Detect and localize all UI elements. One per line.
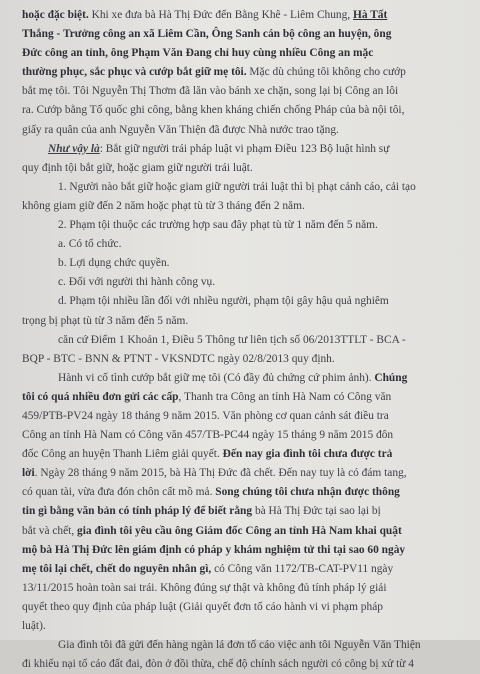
reference-line: căn cứ Điểm 1 Khoản 1, Điều 5 Thông tư liên tịch số 06/2013TTLT - BCA - <box>58 333 406 346</box>
paragraph-line <box>22 483 470 502</box>
text-run: Hành vi cố tình cướp bắt giữ mẹ tôi (Có đầy đủ chứng cứ phim ảnh). <box>58 371 375 384</box>
paragraph-line: giấy ra quân của anh Nguyễn Văn Thiện đã được Nhà nước trao tặng. <box>22 123 339 136</box>
text-run: tin gì bằng văn bản có tính pháp lý để biết rằng <box>22 505 253 518</box>
law-clause: 2. Phạm tội thuộc các trường hợp sau đây phạt tù từ 1 năm đến 5 năm. <box>58 219 378 232</box>
paragraph-line: Thắng - Trưởng công an xã Liêm Cần, Ông Sanh cán bộ công an huyện, ông <box>22 28 392 41</box>
paragraph-line <box>22 464 470 483</box>
law-clause: không giam giữ đến 2 năm hoặc phạt tù từ 3 tháng đến 2 năm. <box>22 199 305 212</box>
paragraph-line <box>22 388 470 407</box>
text-run: . Ngày 28 tháng 9 năm 2015, bà Hà Thị Đức đã chết. Đến nay tuy là có đám tang, <box>34 467 407 480</box>
paragraph-line <box>22 560 470 579</box>
text-run: thường phục, sắc phục và cướp bắt giữ mẹ tôi. <box>22 66 247 79</box>
text-run: lời <box>22 467 35 480</box>
paragraph-line <box>22 502 470 521</box>
text-run: hoặc đặc biệt. <box>22 9 92 21</box>
paragraph-line: ra. Cướp bằng Tổ quốc ghi công, bằng khen kháng chiến chống Pháp của bà nội tôi, <box>22 104 405 117</box>
section-label: Như vậy là <box>48 142 100 155</box>
paragraph-line <box>22 369 470 388</box>
paragraph-line: quy định tội bắt giữ, hoặc giam giữ người trái luật. <box>22 161 253 174</box>
text-run: Đến nay gia đình tôi chưa được trả <box>222 448 393 461</box>
law-clause: b. Lợi dụng chức quyền. <box>58 257 170 270</box>
text-run: Song chúng tôi chưa nhận được thông <box>215 486 400 499</box>
paragraph-line: Công an tỉnh Hà Nam có Công văn 457/TB-PC44 ngày 15 tháng 9 năm 2015 đôn <box>22 429 394 442</box>
paragraph-line: quyết theo quy định của pháp luật (Giải quyết đơn tố cáo hành vi vi phạm pháp <box>22 600 383 613</box>
text-run: : Bắt giữ người trái pháp luật vi phạm Điều 123 Bộ luật hình sự <box>99 142 390 155</box>
paragraph-line <box>22 522 470 541</box>
text-run: Khi xe đưa bà Hà Thị Đức đến Bằng Khê - Liêm Chung, <box>91 9 354 21</box>
paragraph-line: 459/PTB-PV24 ngày 18 tháng 9 năm 2015. Văn phòng cơ quan cảnh sát điều tra <box>22 409 389 422</box>
law-clause: a. Có tổ chức. <box>58 238 122 251</box>
text-run: mẹ tôi lại chết, chết do nguyên nhân gì, <box>22 562 212 575</box>
paragraph-line <box>22 445 470 464</box>
text-run: có Công văn 1172/TB-CAT-PV11 ngày <box>211 562 394 575</box>
law-clause: d. Phạm tội nhiều lần đối với nhiều người, phạm tội gây hậu quả nghiêm <box>58 295 389 308</box>
paragraph-line: bắt mẹ tôi. Tôi Nguyễn Thị Thơm đã lăn vào bánh xe chặn, song lại bị Công an lôi <box>22 85 399 98</box>
paragraph-line: 13/11/2015 hoàn toàn sai trái. Không đúng sự thật và không đủ tính pháp lý giải <box>22 581 387 594</box>
paragraph-line <box>22 63 470 82</box>
law-clause: trọng bị phạt tù từ 3 năm đến 5 năm. <box>22 314 189 327</box>
reference-line: BQP - BTC - BNN & PTNT - VKSNDTC ngày 02/8/2013 quy định. <box>22 352 335 365</box>
paragraph-line <box>22 140 470 159</box>
text-run: Hà Tất <box>353 9 388 21</box>
text-run: , Thanh tra Công an tỉnh Hà Nam có Công văn <box>178 390 392 403</box>
text-run: gia đình tôi yêu cầu ông Giám đốc Công an tỉnh Hà Nam khai quật <box>77 524 402 537</box>
text-run: Chúng <box>374 371 408 384</box>
paragraph-line: mộ bà Hà Thị Đức lên giám định có pháp y khám nghiệm tử thi tại sao 60 ngày <box>22 543 406 556</box>
text-run: đốc Công an huyện Thanh Liêm giải quyết. <box>22 448 223 461</box>
paragraph-line: luật). <box>22 620 46 632</box>
text-run: có quan tài, vừa đưa đón chôn cất mồ mả. <box>22 486 216 499</box>
text-run: bà Hà Thị Đức tại sao lại bị <box>252 505 381 518</box>
paragraph-line: Đức công an tỉnh, ông Phạm Văn Đang chỉ huy cùng nhiều Công an mặc <box>22 47 374 60</box>
paragraph-line: Gia đình tôi đã gửi đến hàng ngàn lá đơn tố cáo việc anh tôi Nguyễn Văn Thiện <box>58 639 421 652</box>
text-run: tôi có quá nhiều đơn gửi các cấp <box>22 390 179 403</box>
law-clause: 1. Người nào bắt giữ hoặc giam giữ người trái luật thì bị phạt cảnh cáo, cải tạo <box>58 180 416 193</box>
law-clause: c. Đối với người thi hành công vụ. <box>58 276 216 289</box>
text-run: bắt và chết, <box>22 524 78 537</box>
text-run: Mặc dù chúng tôi không cho cướp <box>246 66 406 79</box>
paragraph-line <box>22 6 470 25</box>
paragraph-line: đi khiếu nại tố cáo đất đai, đòn ở đồi thừa, chế độ chính sách người có công bị xử từ 4 <box>22 658 414 671</box>
